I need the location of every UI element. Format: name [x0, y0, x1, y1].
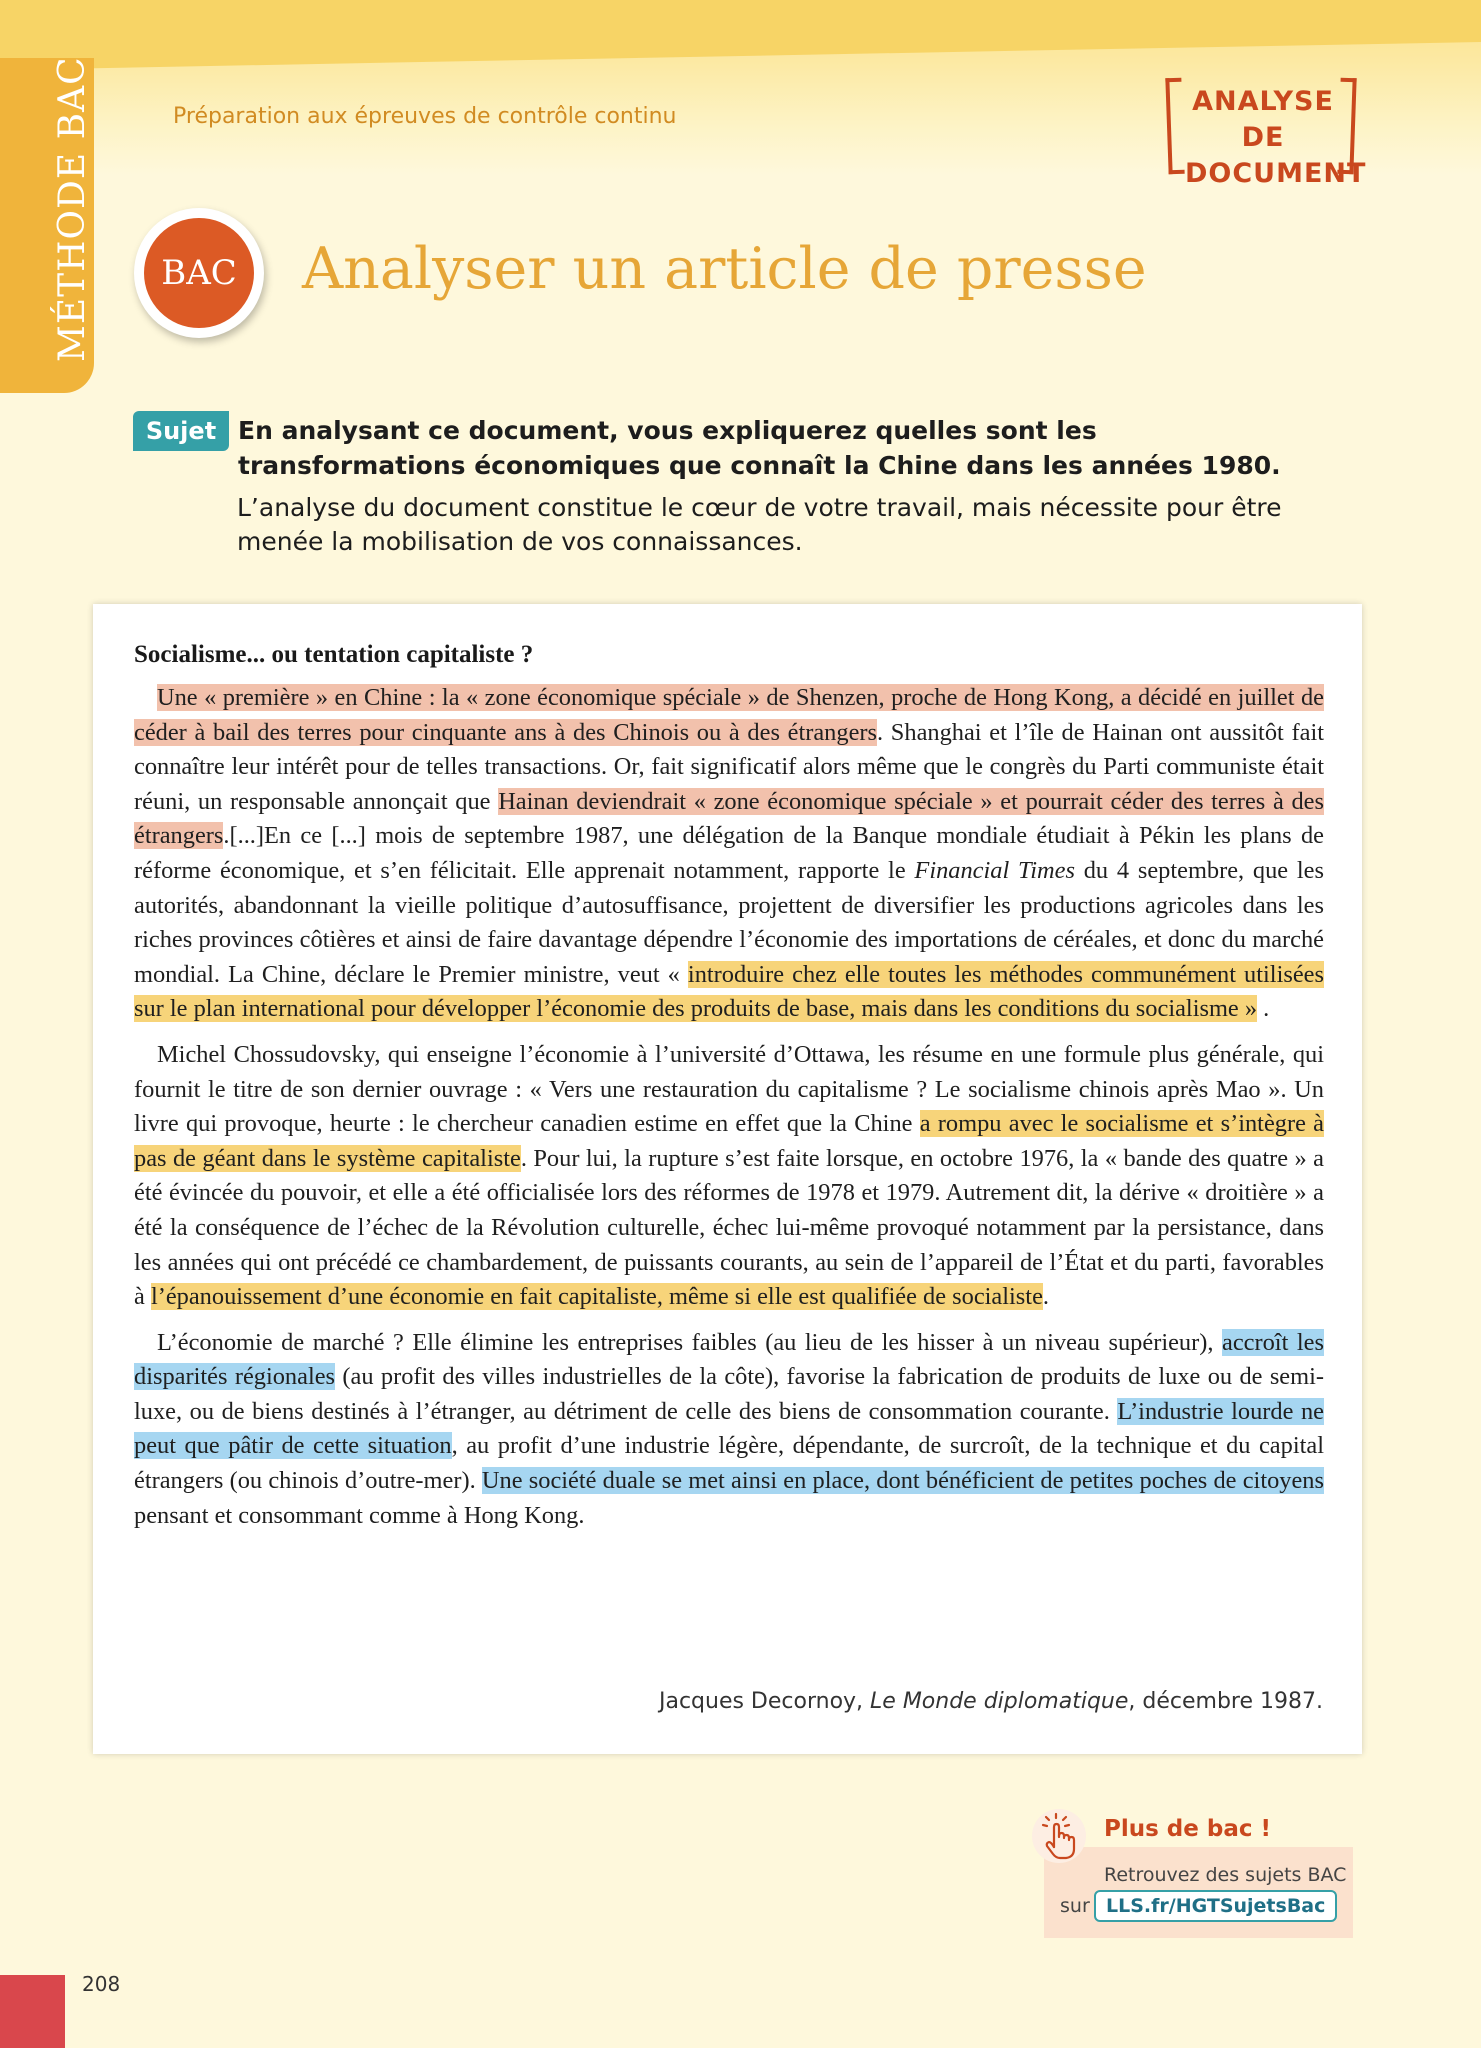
- tag-line-2: DOCUMENT: [1185, 158, 1367, 189]
- text-span: . Shanghai et l’île de Hainan ont aussitôt fait connaître leur intérêt pour de telles transactions. Or, fait significatif alors même que le congrès du Parti communiste était réuni, un responsable annonçait que: [134, 718, 1324, 815]
- text-span: .: [1042, 1283, 1050, 1311]
- page-number: 208: [82, 1972, 121, 1996]
- italic-span: Financial Times: [914, 856, 1075, 884]
- text-span: .: [1257, 995, 1270, 1023]
- sujet-instructions: L’analyse du document constitue le cœur de votre travail, mais nécessite pour être menée la mobilisation de vos connaissances.: [237, 493, 1282, 556]
- sujet-label: Sujet: [133, 411, 229, 451]
- source-journal: Le Monde diplomatique: [870, 1689, 1129, 1714]
- bac-badge: [134, 208, 264, 338]
- text-span: du 4 septembre, que les autorités, abandonnant la vieille politique d’autosuffisance, projettent de diversifier les productions agricoles dans les riches provinces côtières et ainsi de faire davantage dépendre l’économie des importations de céréales, et donc du marché mondial. La Chine, déclare le Premier ministre, veut «: [134, 856, 1324, 988]
- paragraph-1: [134, 681, 1324, 1027]
- highlight-yellow: a rompu avec le socialisme et s’intègre à pas de géant dans le système capitaliste: [134, 1110, 1324, 1172]
- document-analysis-label: [1185, 84, 1367, 192]
- tag-line-1: ANALYSE DE: [1192, 86, 1334, 153]
- paragraph-2: [134, 1038, 1324, 1315]
- text-span: L’économie de marché ? Elle élimine les entreprises faibles (au lieu de les hisser à un niveau supérieur),: [157, 1328, 1223, 1356]
- page-title: Analyser un article de presse: [302, 236, 1147, 302]
- source-author: Jacques Decornoy,: [658, 1689, 871, 1714]
- document-title: Socialisme... ou tentation capitaliste ?: [134, 641, 534, 668]
- text-span: , au profit d’une industrie légère, dépendante, de surcroît, de la technique et du capital étrangers (ou chinois d’outre-mer).: [134, 1432, 1324, 1495]
- highlight-yellow: l’épanouissement d’une économie en fait capitaliste, même si elle est qualifiée de socialiste: [150, 1283, 1043, 1311]
- document-text: [134, 681, 1324, 1533]
- header-subtitle: Préparation aux épreuves de contrôle continu: [173, 104, 677, 129]
- document-source: [659, 1689, 1323, 1714]
- sujet-question: En analysant ce document, vous expliquerez quelles sont les transformations économiques que connaît la Chine dans les années 1980.: [238, 416, 1281, 480]
- paragraph-3: [134, 1326, 1324, 1534]
- text-span: (au profit des villes industrielles de la côte), favorise la fabrication de produits de luxe ou de semi-luxe, ou de biens destinés à l’étranger, au détriment de celle des biens de consommation courante.: [134, 1363, 1325, 1425]
- text-span: pensant et consommant comme à Hong Kong.: [134, 1501, 585, 1529]
- text-span: .[...]En ce [...] mois de septembre 1987, une délégation de la Banque mondiale étudiait à Pékin les plans de réforme économique, et s’en félicitait. Elle apprenait notamment, rapporte le: [134, 822, 1324, 884]
- plus-bac-sur: sur: [1060, 1895, 1090, 1917]
- side-tab-label: MÉTHODE BAC: [52, 56, 93, 362]
- text-span: . Pour lui, la rupture s’est faite lorsque, en octobre 1976, la « bande des quatre » a été évincée du pouvoir, et elle a été officialisée lors des réformes de 1978 et 1979. Autrement dit, la dérive « droitière » a été la conséquence de l’échec de la Révolution culturelle, échec lui-même provoqué notamment par la persistance, dans les années qui ont précédé ce chambardement, de puissants courants, au sein de l’appareil de l’État et du parti, favorables à: [134, 1144, 1324, 1311]
- highlight-blue: L’industrie lourde ne peut que pâtir de cette situation: [134, 1397, 1324, 1460]
- pointing-hand-icon: [1030, 1807, 1088, 1865]
- plus-bac-link[interactable]: LLS.fr/HGTSujetsBac: [1094, 1890, 1337, 1922]
- bracket-left: [1165, 78, 1184, 174]
- highlight-red: Une « première » en Chine : la « zone économique spéciale » de Shenzen, proche de Hong Kong, a décidé en juillet de céder à bail des terres pour cinquante ans à des Chinois ou à des étrangers: [134, 684, 1324, 746]
- highlight-blue: Une société duale se met ainsi en place, dont bénéficient de petites poches de citoyens: [481, 1467, 1324, 1495]
- plus-bac-title: Plus de bac !: [1104, 1816, 1271, 1842]
- source-date: , décembre 1987.: [1128, 1689, 1323, 1714]
- highlight-red: Hainan deviendrait « zone économique spéciale » et pourrait céder des terres à des étrangers: [134, 787, 1324, 850]
- plus-bac-text: Retrouvez des sujets BAC: [1104, 1864, 1347, 1886]
- highlight-yellow: introduire chez elle toutes les méthodes communément utilisées sur le plan international pour développer l’économie des produits de base, mais dans les conditions du socialisme »: [134, 960, 1324, 1023]
- footer-tab: [0, 1975, 65, 2048]
- document-analysis-tag: [1167, 78, 1367, 189]
- bac-badge-label: BAC: [144, 218, 254, 328]
- highlight-blue: accroît les disparités régionales: [134, 1328, 1324, 1391]
- text-span: Michel Chossudovsky, qui enseigne l’économie à l’université d’Ottawa, les résume en une formule plus générale, qui fournit le titre de son dernier ouvrage : « Vers une restauration du capitalisme ? Le socialisme chinois après Mao ». Un livre qui provoque, heurte : le chercheur canadien estime en effet que la Chine: [134, 1040, 1324, 1138]
